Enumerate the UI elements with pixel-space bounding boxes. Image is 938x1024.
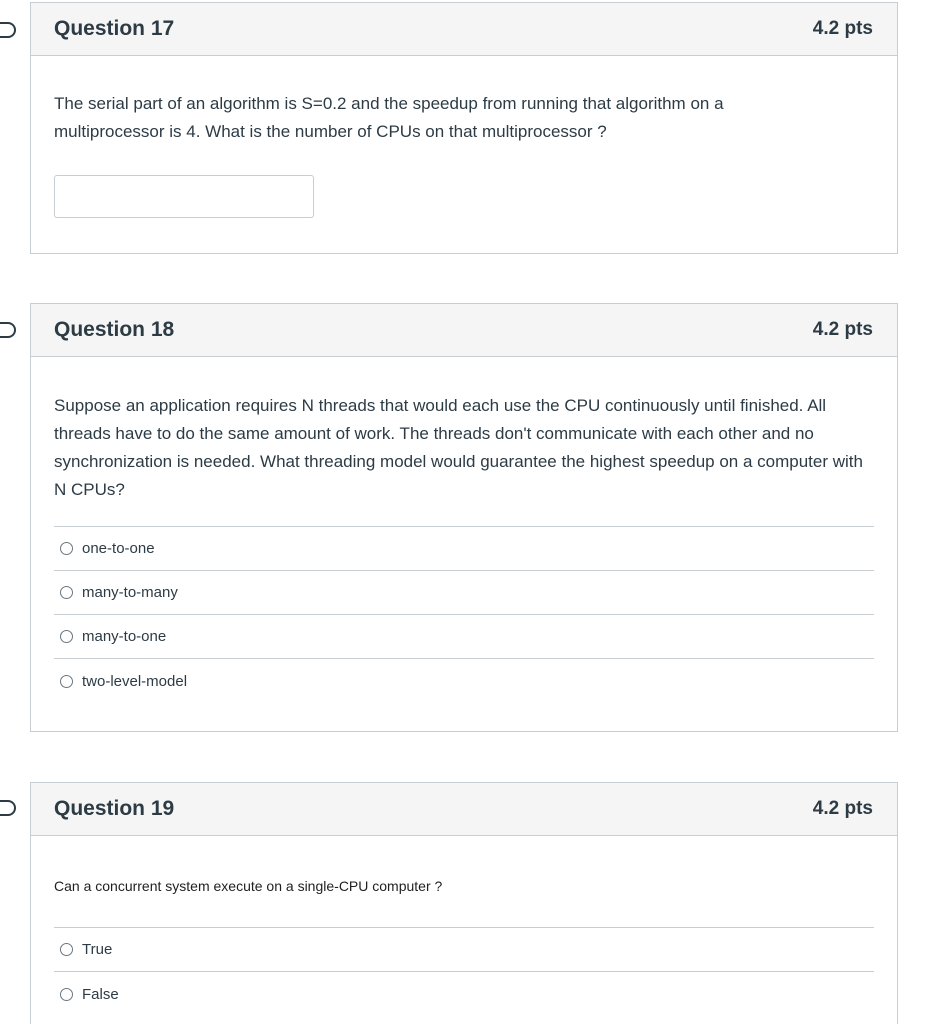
answer-option[interactable] — [54, 571, 874, 615]
question-title: Question 19 — [54, 797, 175, 820]
radio-button[interactable] — [60, 675, 73, 688]
question-header — [31, 783, 897, 836]
question-text: Can a concurrent system execute on a single-CPU computer ? — [54, 878, 443, 894]
answer-list — [54, 526, 874, 703]
answer-label: many-to-many — [82, 584, 178, 601]
answer-label: False — [82, 985, 119, 1003]
flag-question-icon[interactable] — [0, 22, 16, 38]
answer-option[interactable] — [54, 615, 874, 659]
answer-list — [54, 927, 874, 1016]
answer-label: one-to-one — [82, 540, 155, 557]
question-text: The serial part of an algorithm is S=0.2 and the speedup from running that algorithm on a multiprocessor is 4. What is the number of CPUs on that multiprocessor ? — [54, 94, 724, 141]
question-title: Question 18 — [54, 318, 175, 341]
question-header — [31, 304, 897, 357]
radio-button[interactable] — [60, 943, 73, 956]
radio-button[interactable] — [60, 988, 73, 1001]
question-header — [31, 3, 897, 56]
answer-label: two-level-model — [82, 672, 188, 690]
question-19 — [30, 782, 898, 1024]
answer-option[interactable] — [54, 527, 874, 571]
radio-button[interactable] — [60, 586, 73, 599]
question-18 — [30, 303, 898, 732]
flag-question-icon[interactable] — [0, 322, 16, 338]
answer-option[interactable] — [54, 928, 874, 972]
answer-option[interactable] — [54, 972, 874, 1016]
question-text: Suppose an application requires N threads that would each use the CPU continuously until finished. All threads have to do the same amount of work. The threads don't communicate with each other and no synchronization is needed. What threading model would guarantee the highest speedup on a computer with N CPUs? — [54, 396, 863, 499]
answer-label: True — [82, 941, 113, 958]
question-points: 4.2 pts — [812, 319, 873, 340]
radio-button[interactable] — [60, 630, 73, 643]
radio-button[interactable] — [60, 542, 73, 555]
flag-question-icon[interactable] — [0, 800, 16, 816]
question-body — [31, 56, 897, 218]
answer-option[interactable] — [54, 659, 874, 703]
question-points: 4.2 pts — [812, 18, 873, 39]
question-title: Question 17 — [54, 17, 175, 40]
question-body — [31, 357, 897, 703]
answer-input[interactable] — [54, 175, 314, 218]
question-17 — [30, 2, 898, 254]
question-body — [31, 836, 897, 1016]
answer-label: many-to-one — [82, 628, 167, 645]
question-points: 4.2 pts — [812, 798, 873, 819]
